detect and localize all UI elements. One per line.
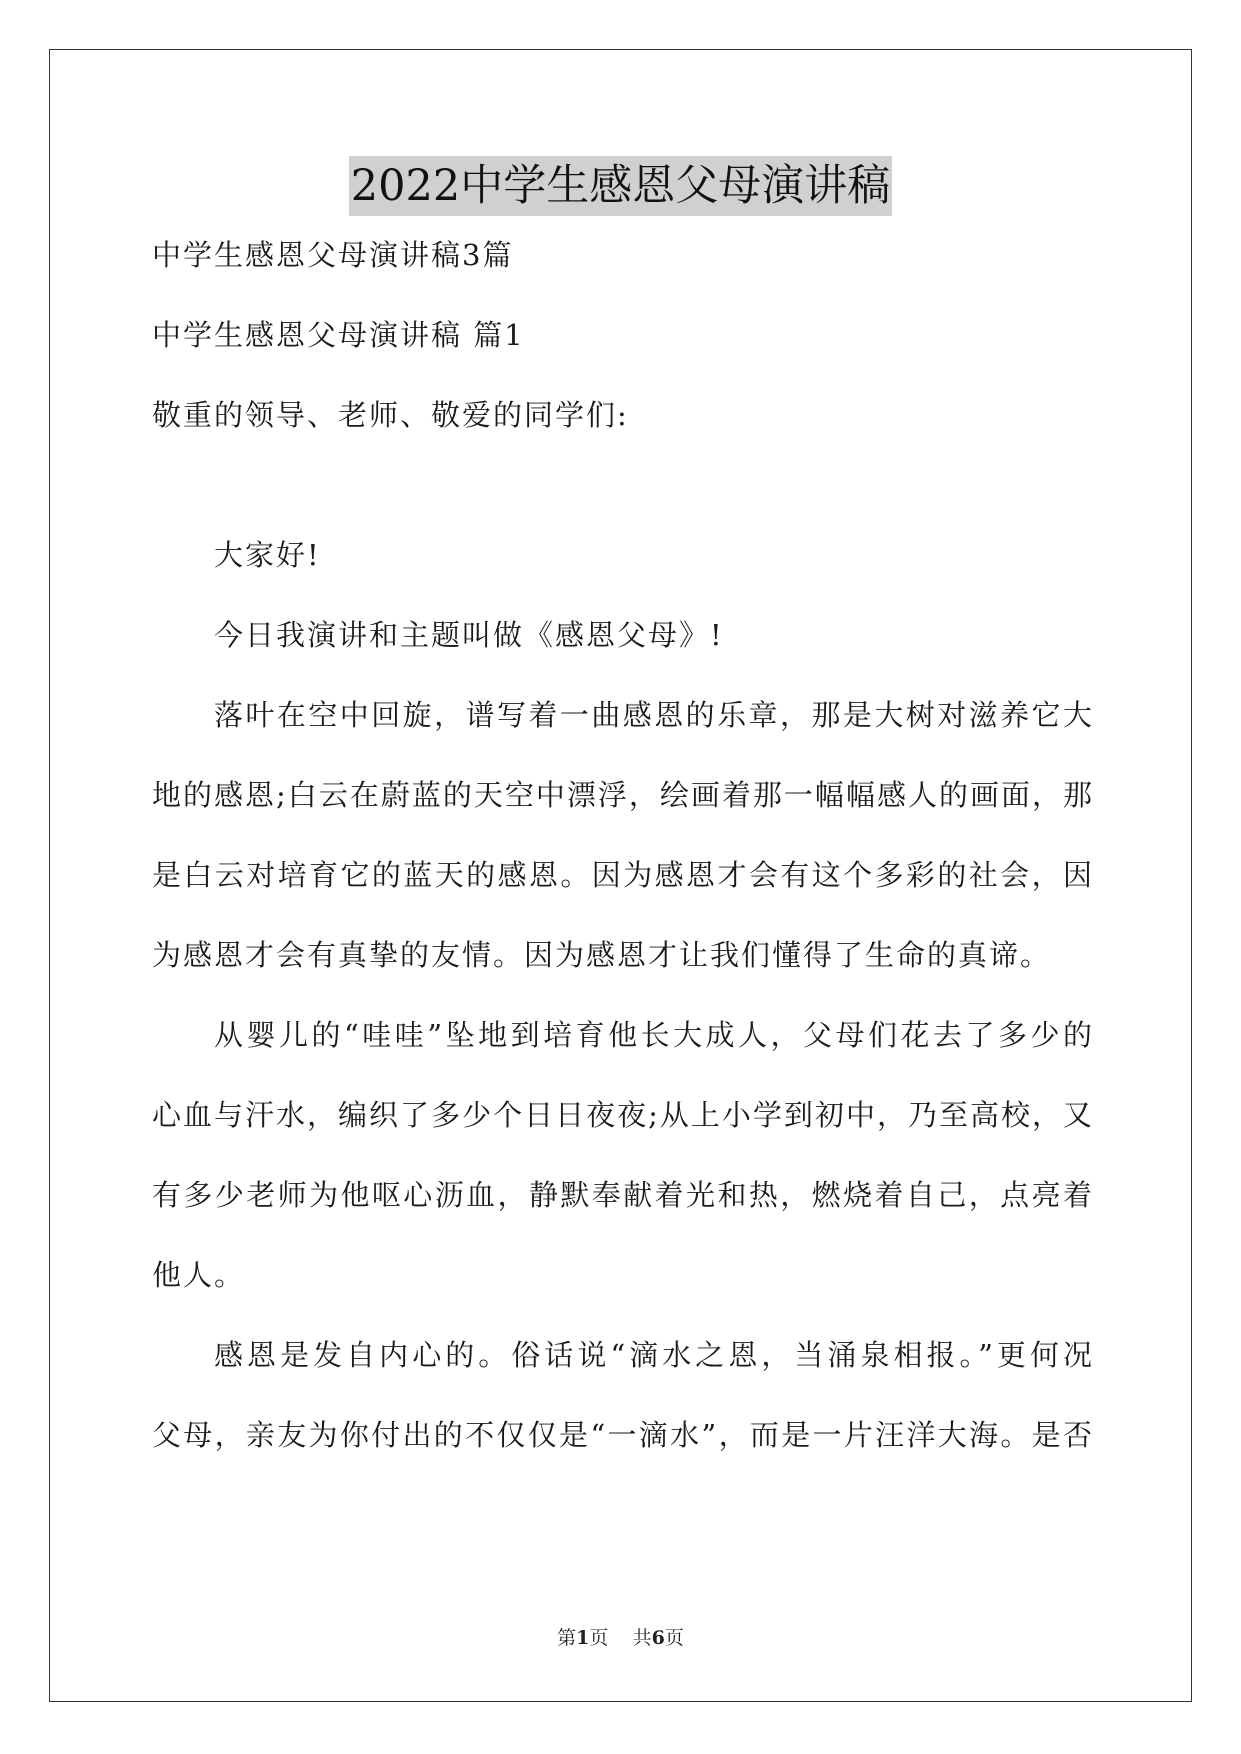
topic-line: 今日我演讲和主题叫做《感恩父母》! bbox=[214, 618, 724, 652]
paragraph-2-line-2: 心血与汗水，编织了多少个日日夜夜;从上小学到初中，乃至高校，又 bbox=[152, 1098, 1092, 1132]
document-title: 2022中学生感恩父母演讲稿 bbox=[349, 156, 892, 216]
total-suffix: 页 bbox=[664, 1627, 684, 1649]
page-suffix: 页 bbox=[589, 1627, 609, 1649]
total-pages: 6 bbox=[651, 1627, 665, 1649]
paragraph-2-line-1: 从婴儿的“哇哇”坠地到培育他长大成人，父母们花去了多少的 bbox=[214, 1018, 1092, 1052]
total-prefix: 共 bbox=[632, 1627, 652, 1649]
document-subtitle: 中学生感恩父母演讲稿3篇 bbox=[152, 238, 514, 272]
paragraph-2-line-4: 他人。 bbox=[152, 1258, 246, 1292]
title-container bbox=[0, 156, 1241, 216]
paragraph-1-line-2: 地的感恩;白云在蔚蓝的天空中漂浮，绘画着那一幅幅感人的画面，那 bbox=[152, 778, 1092, 812]
page-prefix: 第 bbox=[557, 1627, 577, 1649]
section-heading: 中学生感恩父母演讲稿 篇1 bbox=[152, 318, 525, 352]
page-number: 1 bbox=[576, 1627, 590, 1649]
greeting: 大家好! bbox=[214, 538, 321, 572]
paragraph-1-line-1: 落叶在空中回旋，谱写着一曲感恩的乐章，那是大树对滋养它大 bbox=[214, 698, 1092, 732]
page-footer bbox=[0, 1625, 1241, 1651]
paragraph-3-line-1: 感恩是发自内心的。俗话说“滴水之恩，当涌泉相报。”更何况 bbox=[214, 1338, 1092, 1372]
salutation: 敬重的领导、老师、敬爱的同学们: bbox=[152, 398, 629, 432]
paragraph-2-line-3: 有多少老师为他呕心沥血，静默奉献着光和热，燃烧着自己，点亮着 bbox=[152, 1178, 1092, 1212]
paragraph-1-line-4: 为感恩才会有真挚的友情。因为感恩才让我们懂得了生命的真谛。 bbox=[152, 938, 1052, 972]
paragraph-1-line-3: 是白云对培育它的蓝天的感恩。因为感恩才会有这个多彩的社会，因 bbox=[152, 858, 1092, 892]
paragraph-3-line-2: 父母，亲友为你付出的不仅仅是“一滴水”，而是一片汪洋大海。是否 bbox=[152, 1418, 1092, 1452]
